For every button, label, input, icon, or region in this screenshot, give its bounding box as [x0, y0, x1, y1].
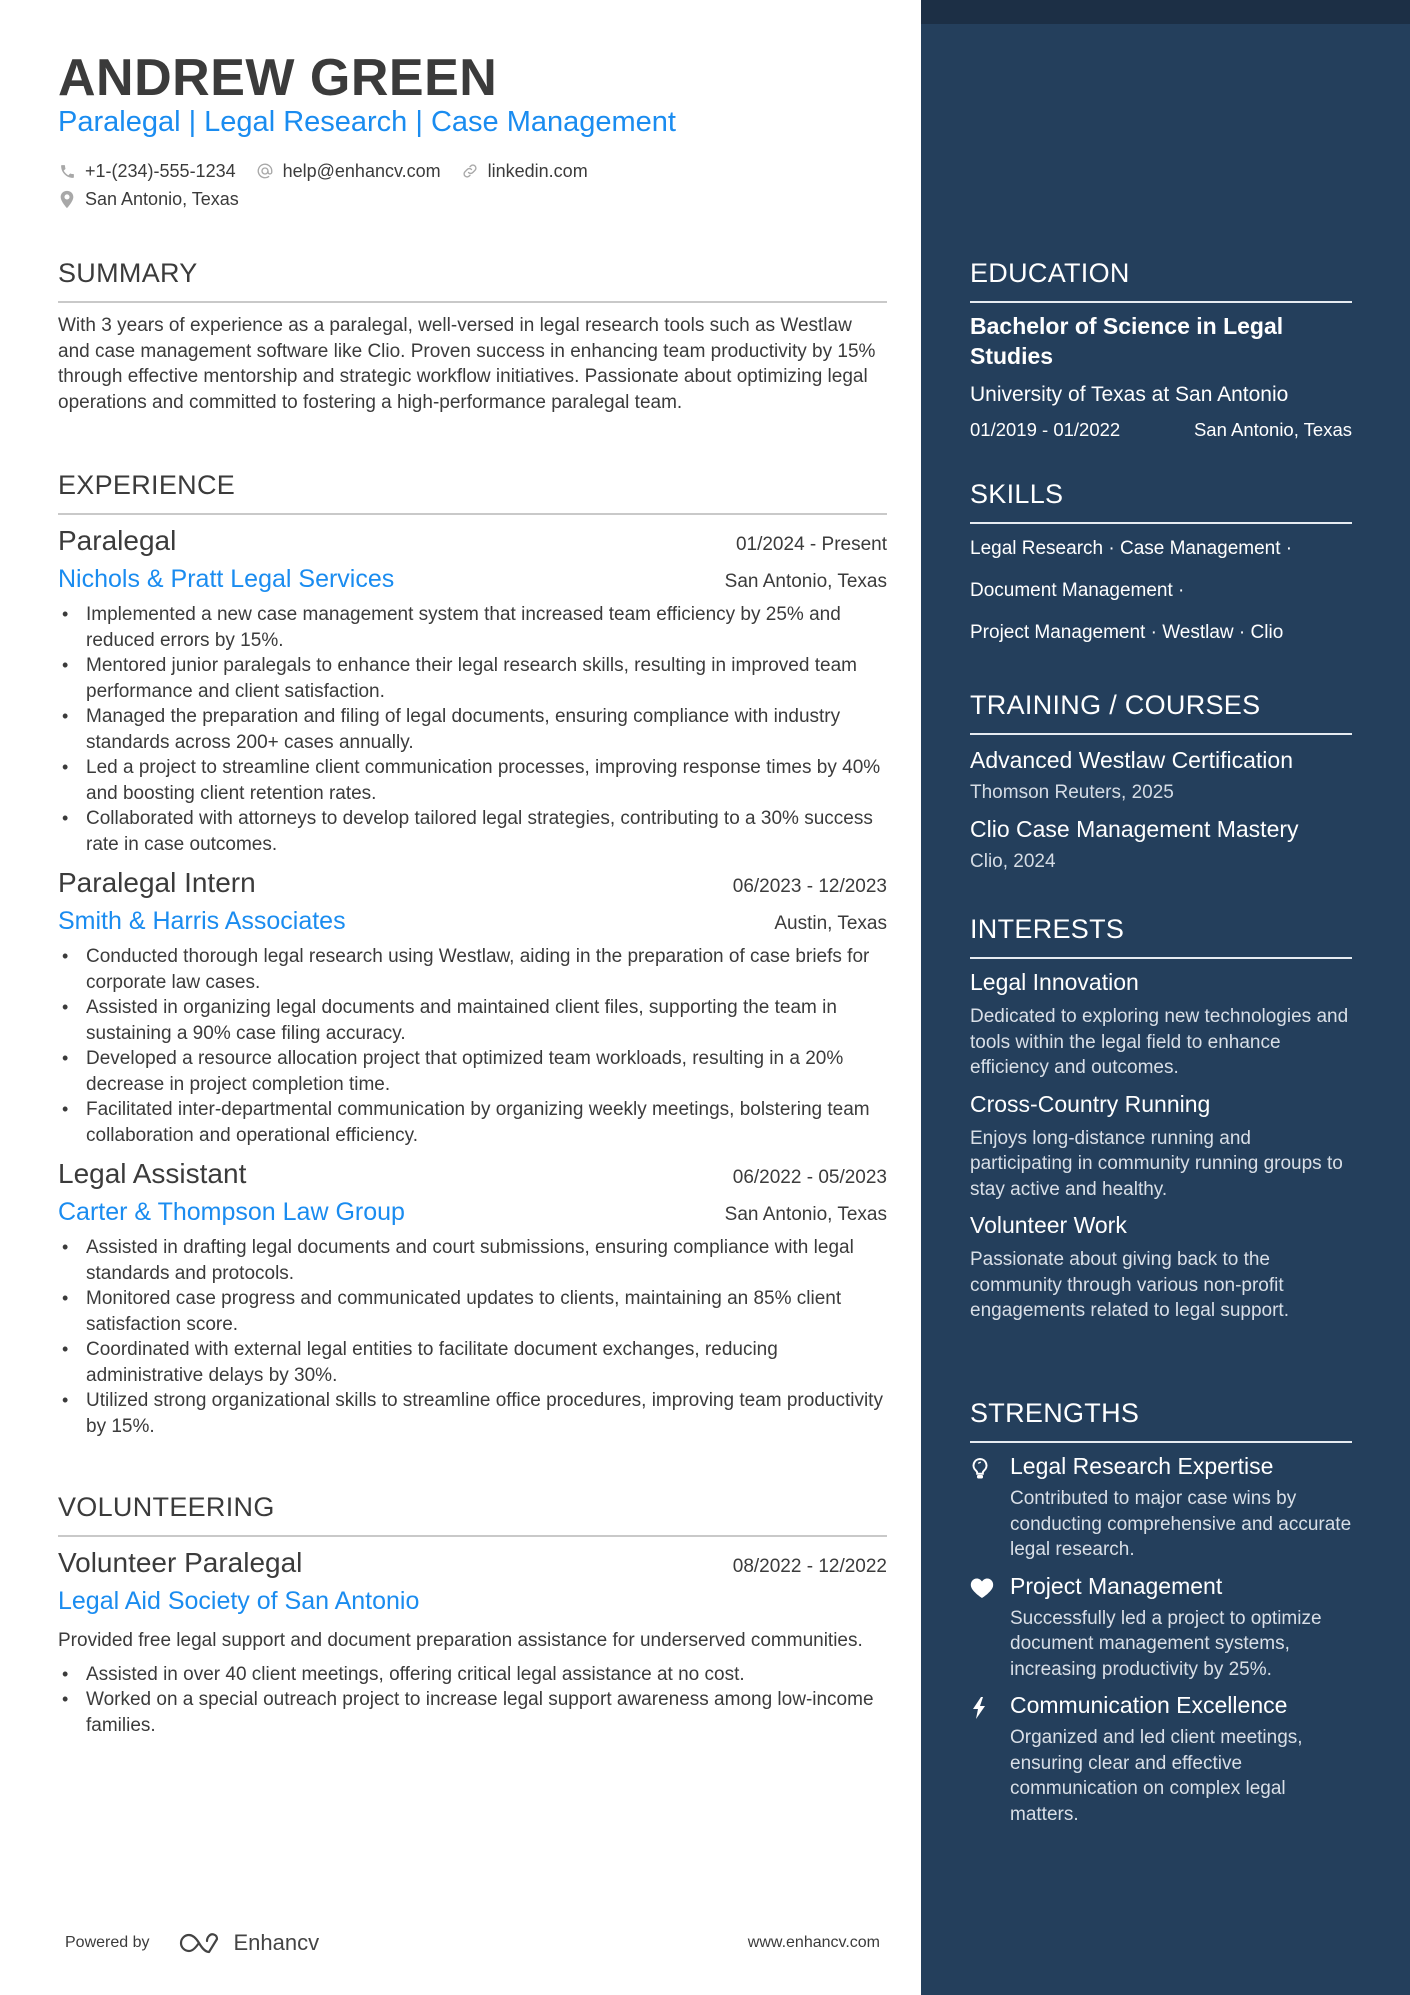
heart-icon [970, 1573, 1010, 1683]
interest-desc: Passionate about giving back to the community through various non-profit engagements related to legal support. [970, 1249, 1289, 1321]
job-entry [58, 867, 887, 1148]
contact-phone[interactable] [58, 161, 236, 182]
skills-line: Legal Research · Case Management · [970, 538, 1293, 559]
contact-info [58, 158, 608, 214]
website-link[interactable]: www.enhancv.com [747, 1934, 880, 1951]
contact-email[interactable] [256, 161, 441, 182]
strength-desc: Contributed to major case wins by conducting comprehensive and accurate legal research. [1010, 1488, 1352, 1560]
summary-section [58, 258, 887, 415]
bullet-item: • Monitored case progress and communicated updates to clients, maintaining an 85% client satisfaction score. [58, 1286, 887, 1337]
bullet-item: • Worked on a special outreach project to increase legal support awareness among low-income families. [58, 1687, 887, 1738]
volunteer-dates: 08/2022 - 12/2022 [732, 1556, 887, 1577]
section-divider [970, 1441, 1352, 1443]
linkedin-text: linkedin.com [487, 160, 588, 181]
powered-by-label: Powered by [65, 1934, 150, 1951]
interest-title: Volunteer Work [970, 1212, 1127, 1238]
interest-desc: Dedicated to exploring new technologies and tools within the legal field to enhance efficiency and outcomes. [970, 1006, 1349, 1078]
course-meta: Thomson Reuters, 2025 [970, 782, 1174, 803]
contact-linkedin[interactable] [461, 161, 588, 182]
experience-heading: EXPERIENCE [58, 470, 236, 500]
education-degree: Bachelor of Science in Legal Studies [970, 313, 1284, 369]
candidate-name: ANDREW GREEN [58, 49, 498, 107]
job-title: Paralegal Intern [58, 867, 256, 898]
skills-list [970, 528, 1352, 654]
interests-heading: INTERESTS [970, 914, 1125, 944]
interests-section [970, 914, 1352, 1324]
bullet-item: • Mentored junior paralegals to enhance their legal research skills, resulting in improved team performance and client satisfaction. [58, 653, 887, 704]
lightning-icon [970, 1692, 1010, 1827]
contact-location [58, 189, 239, 210]
interest-title: Cross-Country Running [970, 1090, 1211, 1117]
job-company: Smith & Harris Associates [58, 907, 346, 935]
strength-title: Communication Excellence [1010, 1692, 1288, 1718]
training-section [970, 690, 1352, 873]
course-title: Advanced Westlaw Certification [970, 747, 1293, 773]
section-divider [58, 301, 887, 303]
education-location: San Antonio, Texas [1193, 419, 1352, 440]
email-text: help@enhancv.com [282, 160, 441, 181]
job-company: Carter & Thompson Law Group [58, 1198, 405, 1226]
strength-item [970, 1692, 1352, 1827]
job-bullets [58, 1235, 887, 1439]
bullet-item: • Managed the preparation and filing of legal documents, ensuring compliance with industry standards across 200+ cases annually. [58, 704, 887, 755]
bullet-item: • Conducted thorough legal research using Westlaw, aiding in the preparation of case briefs for corporate law cases. [58, 944, 887, 995]
interest-title: Legal Innovation [970, 969, 1139, 995]
volunteering-section [58, 1492, 887, 1738]
section-divider [58, 513, 887, 515]
link-icon [461, 162, 479, 180]
bullet-item: • Coordinated with external legal entities to facilitate document exchanges, reducing administrative delays by 30%. [58, 1337, 887, 1388]
volunteering-heading: VOLUNTEERING [58, 1492, 275, 1522]
job-location: Austin, Texas [774, 913, 887, 934]
at-icon [256, 162, 274, 180]
bullet-item: • Collaborated with attorneys to develop tailored legal strategies, contributing to a 30% success rate in case outcomes. [58, 806, 887, 857]
section-divider [58, 1535, 887, 1537]
course-title: Clio Case Management Mastery [970, 816, 1299, 842]
enhancv-logo[interactable] [178, 1930, 320, 1956]
strengths-section [970, 1398, 1352, 1827]
lightbulb-icon [970, 1453, 1010, 1563]
strength-desc: Organized and led client meetings, ensuring clear and effective communication on complex legal matters. [1010, 1727, 1303, 1825]
strength-desc: Successfully led a project to optimize document management systems, increasing productivity by 25%. [1010, 1607, 1322, 1680]
map-pin-icon [58, 190, 76, 208]
job-dates: 06/2023 - 12/2023 [732, 876, 887, 897]
volunteer-role: Volunteer Paralegal [58, 1547, 303, 1578]
education-dates: 01/2019 - 01/2022 [970, 419, 1121, 440]
job-bullets [58, 944, 887, 1148]
education-heading: EDUCATION [970, 258, 1130, 288]
strength-item [970, 1453, 1352, 1563]
strength-title: Legal Research Expertise [1010, 1453, 1274, 1479]
skills-line: Project Management · Westlaw · Clio [970, 622, 1284, 643]
strength-item [970, 1573, 1352, 1683]
job-entry [58, 525, 887, 857]
phone-text: +1-(234)-555-1234 [85, 160, 236, 181]
training-heading: TRAINING / COURSES [970, 690, 1261, 720]
education-section [970, 258, 1352, 441]
bullet-item: • Facilitated inter-departmental communication by organizing weekly meetings, bolstering team collaboration and operational efficiency. [58, 1097, 887, 1148]
job-bullets [58, 602, 887, 857]
candidate-headline: Paralegal | Legal Research | Case Management [58, 106, 676, 138]
bullet-item: • Implemented a new case management system that increased team efficiency by 25% and reduced errors by 15%. [58, 602, 887, 653]
course-meta: Clio, 2024 [970, 851, 1056, 872]
section-divider [970, 957, 1352, 959]
section-divider [970, 733, 1352, 735]
volunteer-organization: Legal Aid Society of San Antonio [58, 1587, 420, 1615]
phone-icon [58, 162, 76, 180]
skills-heading: SKILLS [970, 479, 1064, 509]
infinity-heart-icon [178, 1930, 224, 1956]
summary-text: With 3 years of experience as a paralegal, well-versed in legal research tools such as Westlaw and case management software like Clio. Proven success in enhancing team productivity by 15% through effective mentorship and strategic workflow initiatives. Passionate about optimizing legal operations and committed to fostering a high-performance paralegal team. [58, 315, 876, 413]
summary-heading: SUMMARY [58, 258, 198, 288]
bullet-item: • Developed a resource allocation project that optimized team workloads, resulting in a 20% decrease in project completion time. [58, 1046, 887, 1097]
experience-section [58, 470, 887, 1439]
location-text: San Antonio, Texas [85, 188, 239, 209]
skills-line: Document Management · [970, 580, 1185, 601]
footer [65, 1930, 880, 1956]
section-divider [970, 522, 1352, 524]
job-location: San Antonio, Texas [724, 571, 887, 592]
section-divider [970, 301, 1352, 303]
job-dates: 06/2022 - 05/2023 [732, 1167, 887, 1188]
skills-section [970, 479, 1352, 654]
brand-name: Enhancv [233, 1930, 320, 1955]
job-title: Paralegal [58, 525, 177, 556]
bullet-item: • Led a project to streamline client communication processes, improving response times by 40% and boosting client retention rates. [58, 755, 887, 806]
bullet-item: • Assisted in drafting legal documents and court submissions, ensuring compliance with legal standards and protocols. [58, 1235, 887, 1286]
bullet-item: • Assisted in organizing legal documents and maintained client files, supporting the team in sustaining a 90% case filing accuracy. [58, 995, 887, 1046]
strength-title: Project Management [1010, 1572, 1223, 1599]
bullet-item: • Assisted in over 40 client meetings, offering critical legal assistance at no cost. [58, 1662, 887, 1688]
volunteer-bullets [58, 1662, 887, 1739]
job-dates: 01/2024 - Present [735, 534, 887, 555]
job-company: Nichols & Pratt Legal Services [58, 565, 395, 593]
job-entry [58, 1158, 887, 1439]
job-title: Legal Assistant [58, 1158, 247, 1189]
job-location: San Antonio, Texas [724, 1204, 887, 1225]
sidebar-top-strip [921, 0, 1410, 24]
education-school: University of Texas at San Antonio [970, 383, 1289, 406]
interest-desc: Enjoys long-distance running and participating in community running groups to stay active and healthy. [970, 1127, 1343, 1200]
volunteer-description: Provided free legal support and document preparation assistance for underserved communities. [58, 1630, 863, 1651]
bullet-item: • Utilized strong organizational skills to streamline office procedures, improving team productivity by 15%. [58, 1388, 887, 1439]
strengths-heading: STRENGTHS [970, 1398, 1140, 1428]
